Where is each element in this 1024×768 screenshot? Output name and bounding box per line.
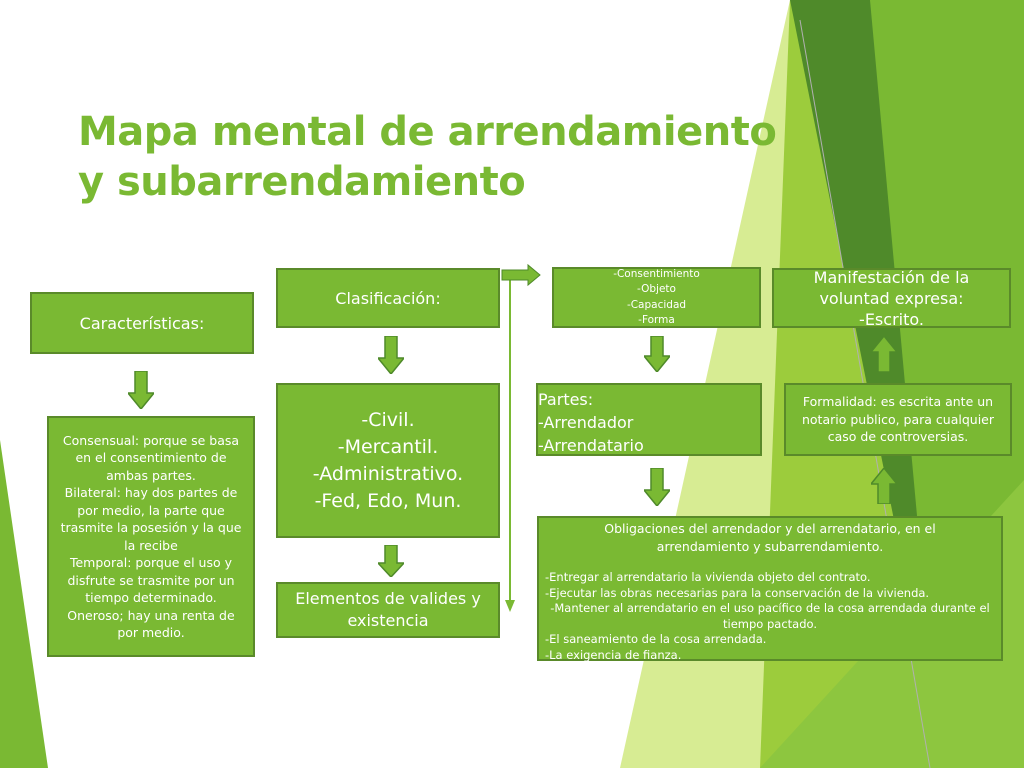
arrow-down-icon bbox=[128, 371, 154, 409]
obligaciones-heading: Obligaciones del arrendador y del arrendatario, en el arrendamiento y subarrendamiento. bbox=[604, 521, 936, 554]
clasificacion-item: -Fed, Edo, Mun. bbox=[314, 489, 462, 512]
obligacion-item: -El saneamiento de la cosa arrendada. bbox=[545, 632, 767, 646]
box-caracteristicas bbox=[30, 292, 254, 354]
elemento-item: -Objeto bbox=[637, 283, 676, 295]
box-manifestacion bbox=[772, 268, 1011, 328]
box-formalidad bbox=[784, 383, 1012, 456]
arrow-up-icon bbox=[871, 468, 897, 504]
deco-left-stripe bbox=[0, 440, 48, 768]
box-elementos-label: Elementos de valides y existencia bbox=[295, 589, 481, 630]
arrow-down-icon bbox=[644, 468, 670, 506]
caracteristica-item: Consensual: porque se basa en el consentimiento de ambas partes. bbox=[62, 432, 240, 483]
caracteristica-item: Oneroso; hay una renta de por medio. bbox=[67, 607, 235, 640]
manifestacion-item: Manifestación de la voluntad expresa: bbox=[813, 267, 970, 308]
clasificacion-item: -Mercantil. bbox=[337, 435, 439, 458]
partes-item: -Arrendador bbox=[538, 413, 634, 432]
clasificacion-item: -Civil. bbox=[361, 408, 415, 431]
box-clasificacion-label: Clasificación: bbox=[335, 288, 441, 308]
obligacion-item: -Ejecutar las obras necesarias para la conservación de la vivienda. bbox=[545, 585, 930, 600]
page-title: Mapa mental de arrendamiento y subarrendamiento bbox=[78, 108, 777, 205]
obligacion-item: -Entregar al arrendatario la vivienda objeto del contrato. bbox=[545, 570, 871, 584]
arrow-down-icon bbox=[378, 336, 404, 374]
manifestacion-item: -Escrito. bbox=[859, 309, 924, 329]
arrow-up-icon bbox=[871, 336, 897, 372]
arrow-down-icon bbox=[378, 545, 404, 577]
clasificacion-item: -Administrativo. bbox=[312, 462, 464, 485]
caracteristica-item: Temporal: porque el uso y disfrute se trasmite por un tiempo determinado. bbox=[67, 555, 235, 605]
partes-item: -Arrendatario bbox=[538, 436, 644, 455]
caracteristica-item: Bilateral: hay dos partes de por medio, la parte que trasmite la posesión y la que la recibe bbox=[60, 485, 242, 553]
arrow-right-icon bbox=[502, 265, 540, 285]
elemento-item: -Capacidad bbox=[626, 298, 687, 311]
box-elementos bbox=[276, 582, 500, 638]
box-caracteristicas-detail bbox=[47, 416, 255, 657]
arrow-down-icon bbox=[505, 600, 515, 612]
partes-item: Partes: bbox=[538, 390, 594, 409]
obligacion-item: -Mantener al arrendatario en el uso pacífico de la cosa arrendada durante el tiempo pactado. bbox=[550, 601, 990, 631]
box-clasificacion-detail bbox=[276, 383, 500, 538]
box-partes bbox=[536, 383, 762, 456]
box-clasificacion bbox=[276, 268, 500, 328]
box-caracteristicas-label: Características: bbox=[79, 313, 205, 333]
arrow-down-icon bbox=[644, 336, 670, 372]
elemento-item: -Consentimiento bbox=[613, 267, 700, 280]
box-obligaciones bbox=[537, 516, 1003, 661]
box-elementos-list bbox=[552, 267, 761, 328]
box-formalidad-label: Formalidad: es escrita ante un notario publico, para cualquier caso de controversias. bbox=[801, 394, 995, 445]
obligacion-item: -La exigencia de fianza. bbox=[545, 647, 682, 662]
elemento-item: -Forma bbox=[638, 314, 675, 326]
